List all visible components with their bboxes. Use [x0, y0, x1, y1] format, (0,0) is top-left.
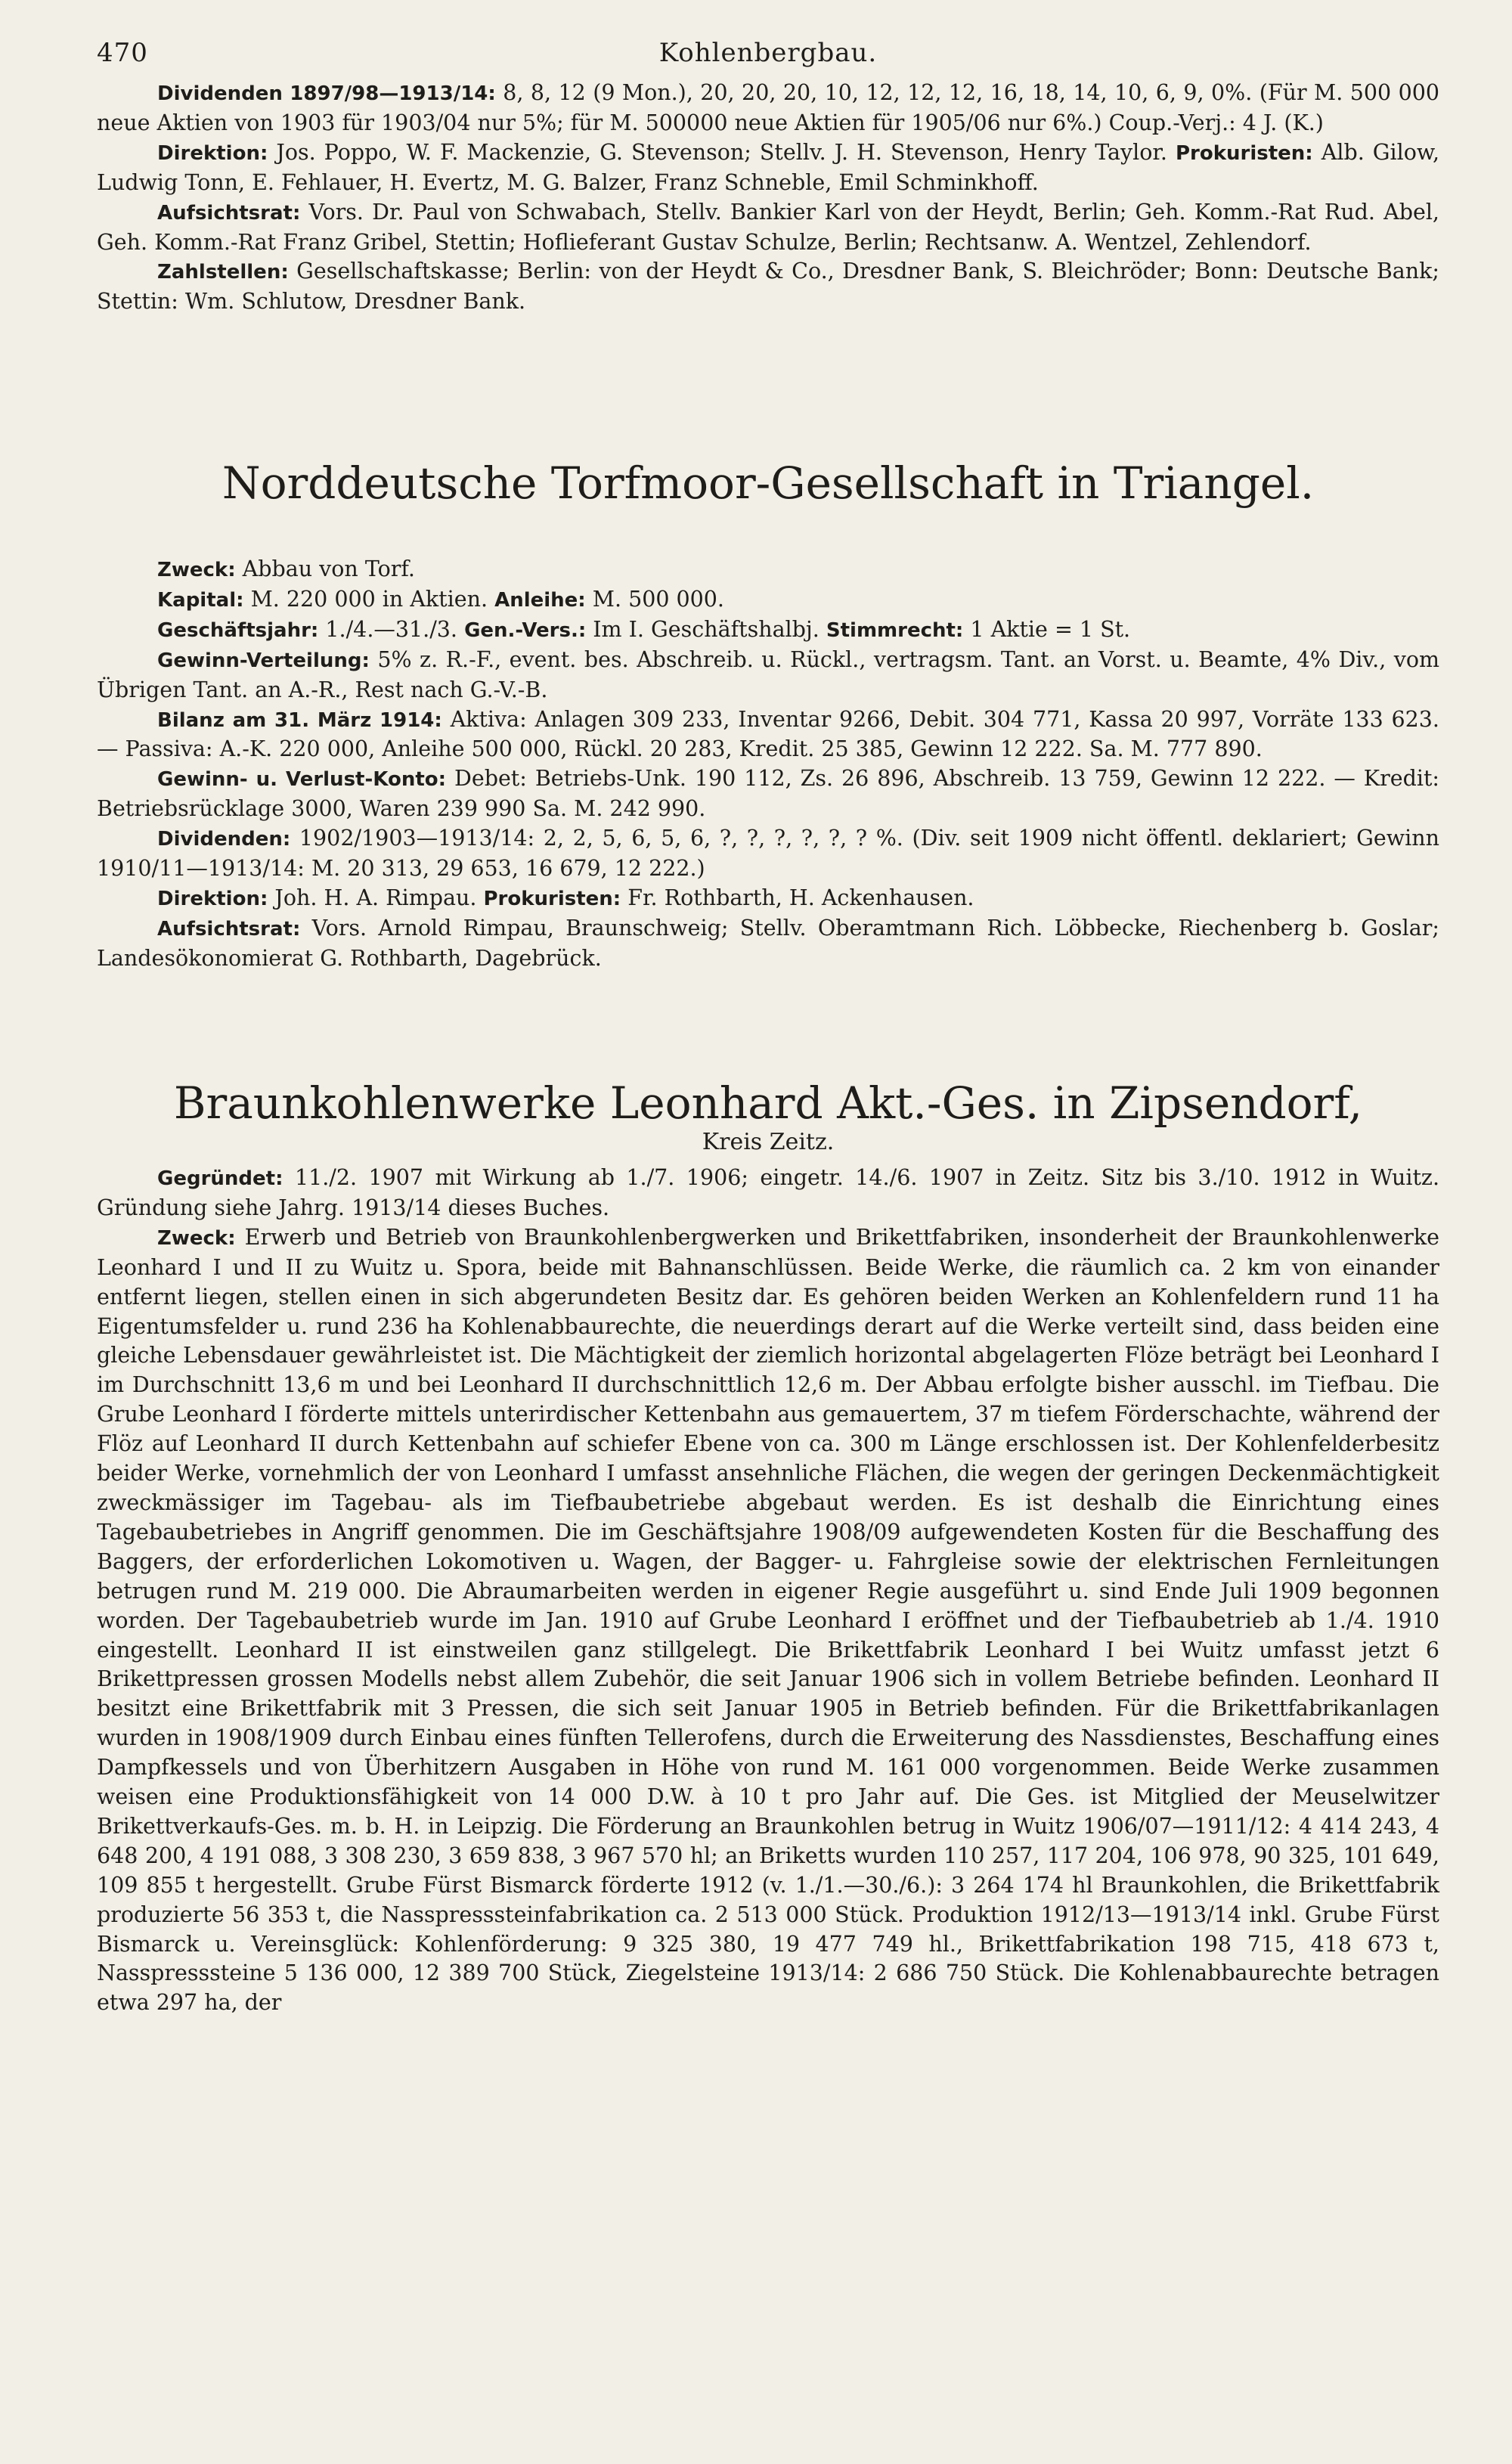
leonhard-heading-block — [97, 1077, 1439, 1164]
company-title-torfmoor: Norddeutsche Torfmoor-Gesellschaft in Triangel. — [222, 457, 1315, 509]
direktion-torfmoor-text: Joh. H. A. Rimpau. — [274, 885, 477, 910]
guv-text: Debet: Betriebs-Unk. 190 112, Zs. 26 896, Abschreib. 13 759, Gewinn 12 222. — Kredit: Betriebsrücklage 3000, Waren 239 990 Sa. M. 242 990. — [97, 766, 1439, 822]
aufsichtsrat-torfmoor-text: Vors. Arnold Rimpau, Braunschweig; Stellv. Oberamtmann Rich. Löbbecke, Riechenberg b. Goslar; Landesökonomierat G. Rothbarth, Dagebrück. — [97, 915, 1440, 971]
zweck-text: Abbau von Torf. — [242, 556, 415, 581]
gegruendet-label: Gegründet: — [157, 1167, 284, 1190]
bilanz-paragraph — [97, 705, 1439, 765]
prokuristen-torfmoor-text: Fr. Rothbarth, H. Ackenhausen. — [627, 885, 974, 910]
torfmoor-heading-block — [97, 457, 1439, 555]
gegruendet-text: 11./2. 1907 mit Wirkung ab 1./7. 1906; eingetr. 14./6. 1907 in Zeitz. Sitz bis 3./10. 1912 in Wuitz. Gründung siehe Jahrg. 1913/14 dieses Buches. — [97, 1165, 1440, 1220]
genvers-text: Im I. Geschäftshalbj. — [593, 616, 820, 642]
dividends-label: Dividenden 1897/98—1913/14: — [157, 82, 496, 105]
dividenden-paragraph — [97, 824, 1439, 884]
guv-paragraph — [97, 764, 1439, 824]
prokuristen-torfmoor-label: Prokuristen: — [483, 887, 621, 910]
guv-label: Gewinn- u. Verlust-Konto: — [157, 768, 447, 792]
geschaeftsjahr-text: 1./4.—31./3. — [325, 616, 457, 642]
direktion-torfmoor-label: Direktion: — [157, 887, 268, 910]
geschaeftsjahr-label: Geschäftsjahr: — [157, 618, 319, 642]
anleihe-label: Anleihe: — [494, 588, 586, 612]
running-head-title: Kohlenbergbau. — [658, 38, 878, 68]
company-subtitle-leonhard: Kreis Zeitz. — [702, 1129, 835, 1155]
direktion-text: Jos. Poppo, W. F. Mackenzie, G. Stevenson; Stellv. J. H. Stevenson, Henry Taylor. — [276, 139, 1167, 165]
zahlstellen-text: Gesellschaftskasse; Berlin: von der Heydt & Co., Dresdner Bank, S. Bleichröder; Bonn: Deutsche Bank; Stettin: Wm. Schlutow, Dresdner Bank. — [97, 259, 1440, 315]
kapital-text: M. 220 000 in Aktien. — [250, 586, 488, 612]
direktion-label: Direktion: — [157, 141, 268, 165]
section-previous-company — [97, 79, 1439, 457]
dividenden-label: Dividenden: — [157, 828, 291, 851]
gegruendet-paragraph — [97, 1164, 1439, 1223]
gewinnverteilung-label: Gewinn-Verteilung: — [157, 649, 370, 672]
gewinnverteilung-text: 5% z. R.-F., event. bes. Abschreib. u. Rückl., vertragsm. Tant. an Vorst. u. Beamte, 4% Div., vom Übrigen Tant. an A.-R., Rest nach G.-V.-B. — [97, 646, 1439, 702]
prokuristen-label: Prokuristen: — [1175, 141, 1313, 165]
zweck-leonhard-text: Erwerb und Betrieb von Braunkohlenbergwerken und Brikettfabriken, insonderheit der Braunkohlenwerke Leonhard I und II zu Wuitz u. Spora, beide mit Bahnanschlüssen. Beide Werke, die räumlich ca. 2 km von einander entfernt liegen, stellen einen in sich abgerundeten Besitz dar. Es gehören beiden Werken an Kohlenfeldern rund 11 ha Eigentumsfelder u. rund 236 ha Kohlenabbaurechte, die neuerdings derart auf die Werke verteilt sind, dass beiden eine gleiche Lebensdauer gewährleistet ist. Die Mächtigkeit der ziemlich horizontal abgelagerten Flöze beträgt bei Leonhard I im Durchschnitt 13,6 m und bei Leonhard II durchschnittlich 12,6 m. Der Abbau erfolgte bisher ausschl. im Tiefbau. Die Grube Leonhard I förderte mittels unterirdischer Kettenbahn aus gemauertem, 37 m tiefem Förderschachte, während der Flöz auf Leonhard II durch Kettenbahn auf schiefer Ebene von ca. 300 m Länge erschlossen ist. Der Kohlenfelderbesitz beider Werke, vornehmlich der von Leonhard I umfasst ansehnliche Flächen, die wegen der geringen Deckenmächtigkeit zweckmässiger im Tagebau- als im Tiefbaubetriebe abgebaut werden. Es ist deshalb die Einrichtung eines Tagebaubetriebes in Angriff genommen. Die im Geschäftsjahre 1908/09 aufgewendeten Kosten für die Beschaffung des Baggers, der erforderlichen Lokomotiven u. Wagen, der Bagger- u. Fahrgleise sowie der elektrischen Fernleitungen betrugen rund M. 219 000. Die Abraumarbeiten werden in eigener Regie ausgeführt u. sind Ende Juli 1909 begonnen worden. Der Tagebaubetrieb wurde im Jan. 1910 auf Grube Leonhard I eröffnet und der Tiefbaubetrieb ab 1./4. 1910 eingestellt. Leonhard II ist einstweilen ganz stillgelegt. Die Brikettfabrik Leonhard I bei Wuitz umfasst jetzt 6 Brikettpressen grossen Modells nebst allem Zubehör, die seit Januar 1906 sich in vollem Betriebe befinden. Leonhard II besitzt eine Brikettfabrik mit 3 Pressen, die sich seit Januar 1905 in Betrieb befinden. Für die Brikettfabrikanlagen wurden in 1908/1909 durch Einbau eines fünften Tellerofens, durch die Erweiterung des Nassdienstes, Beschaffung eines Dampfkessels und von Überhitzern Ausgaben in Höhe von rund M. 161 000 vorgenommen. Beide Werke zusammen weisen eine Produktionsfähigkeit von 14 000 D.W. à 10 t pro Jahr auf. Die Ges. ist Mitglied der Meuselwitzer Brikettverkaufs-Ges. m. b. H. in Leipzig. Die Förderung an Braunkohlen betrug in Wuitz 1906/07—1911/12: 4 414 243, 4 648 200, 4 191 088, 3 308 230, 3 659 838, 3 967 570 hl; an Briketts wurden 110 257, 117 204, 106 978, 90 325, 101 649, 109 855 t hergestellt. Grube Fürst Bismarck förderte 1912 (v. 1./1.—30./6.): 3 264 174 hl Braunkohlen, die Brikettfabrik produzierte 56 353 t, die Nasspresssteinfabrikation ca. 2 513 000 Stück. Produktion 1912/13—1913/14 inkl. Grube Fürst Bismarck u. Vereinsglück: Kohlenförderung: 9 325 380, 19 477 749 hl., Brikettfabrikation 198 715, 418 673 t, Nasspresssteine 5 136 000, 12 389 700 Stück, Ziegelsteine 1913/14: 2 686 750 Stück. Die Kohlenabbaurechte betragen etwa 297 ha, der — [97, 1224, 1440, 2016]
zweck-leonhard-paragraph — [97, 1223, 1439, 2018]
genvers-label: Gen.-Vers.: — [464, 618, 587, 642]
zweck-label: Zweck: — [157, 559, 236, 581]
zahlstellen-paragraph — [97, 257, 1439, 317]
dividenden-text: 1902/1903—1913/14: 2, 2, 5, 6, 5, 6, ?, ?, ?, ?, ?, ? %. (Div. seit 1909 nicht öffentl. deklariert; Gewinn 1910/11—1913/14: M. 20 313, 29 653, 16 679, 12 222.) — [97, 826, 1439, 882]
aufsichtsrat-torfmoor-label: Aufsichtsrat: — [157, 917, 301, 941]
gewinnverteilung-paragraph — [97, 646, 1439, 705]
direktion-paragraph — [97, 138, 1439, 198]
geschaeftsjahr-paragraph — [97, 615, 1439, 646]
aufsichtsrat-torfmoor-paragraph — [97, 914, 1439, 974]
bilanz-label: Bilanz am 31. März 1914: — [157, 708, 442, 732]
kapital-label: Kapital: — [157, 588, 244, 612]
bilanz-text: Aktiva: Anlagen 309 233, Inventar 9266, Debit. 304 771, Kassa 20 997, Vorräte 133 623. — Passiva: A.-K. 220 000, Anleihe 500 000, Rückl. 20 283, Kredit. 25 385, Gewinn 12 222. Sa. M. 777 890. — [97, 706, 1439, 762]
aufsichtsrat-label: Aufsichtsrat: — [157, 201, 301, 225]
company-title-leonhard: Braunkohlenwerke Leonhard Akt.-Ges. in Zipsendorf, — [173, 1077, 1363, 1129]
page-number: 470 — [97, 38, 148, 68]
section-leonhard — [97, 1164, 1439, 2464]
section-torfmoor — [97, 555, 1439, 1077]
kapital-paragraph — [97, 585, 1439, 615]
stimmrecht-label: Stimmrecht: — [826, 618, 964, 642]
running-head — [97, 29, 1439, 79]
direktion-torfmoor-paragraph — [97, 884, 1439, 914]
dividends-paragraph — [97, 79, 1439, 138]
anleihe-text: M. 500 000. — [592, 586, 724, 612]
aufsichtsrat-paragraph — [97, 198, 1439, 258]
dividends-text: 8, 8, 12 (9 Mon.), 20, 20, 20, 10, 12, 12, 12, 16, 18, 14, 10, 6, 9, 0%. (Für M. 500 000 neue Aktien von 1903 für 1903/04 nur 5%; für M. 500000 neue Aktien für 1905/06 nur 6%.) Coup.-Verj.: 4 J. (K.) — [97, 80, 1439, 135]
zweck-leonhard-label: Zweck: — [157, 1226, 236, 1250]
stimmrecht-text: 1 Aktie = 1 St. — [970, 616, 1131, 642]
zweck-paragraph — [97, 555, 1439, 585]
zahlstellen-label: Zahlstellen: — [157, 261, 289, 284]
aufsichtsrat-text: Vors. Dr. Paul von Schwabach, Stellv. Bankier Karl von der Heydt, Berlin; Geh. Komm.-Rat Rud. Abel, Geh. Komm.-Rat Franz Gribel, Stettin; Hoflieferant Gustav Schulze, Berlin; Rechtsanw. A. Wentzel, Zehlendorf. — [97, 199, 1439, 255]
prokuristen-text: Alb. Gilow, Ludwig Tonn, E. Fehlauer, H. Evertz, M. G. Balzer, Franz Schneble, Emil Schminkhoff. — [97, 139, 1440, 195]
